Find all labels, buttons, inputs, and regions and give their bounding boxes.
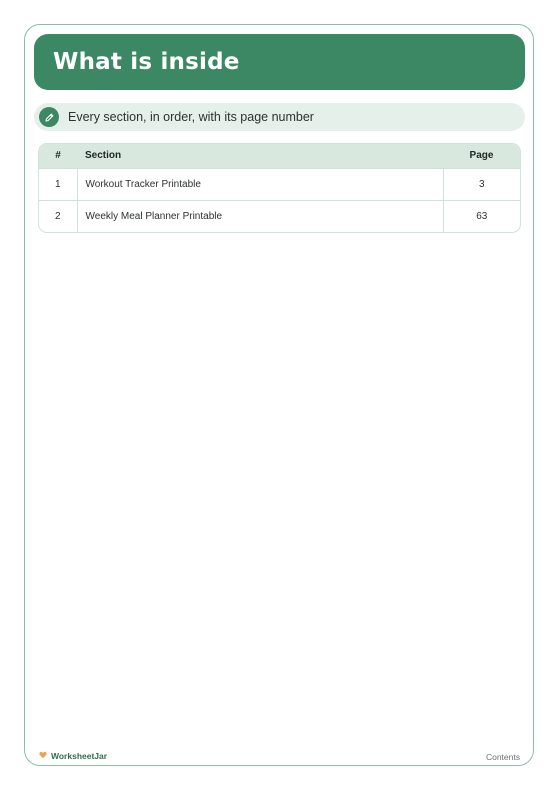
column-header-number: #: [55, 150, 61, 162]
contents-table: [38, 143, 521, 233]
footer-section-label: Contents: [485, 752, 520, 762]
heart-icon: [39, 751, 47, 761]
subtitle-bar: [34, 103, 525, 131]
row-page: 63: [443, 200, 520, 232]
row-page: 3: [443, 168, 520, 200]
brand-name: WorksheetJar: [51, 751, 108, 761]
table-row: [39, 168, 520, 200]
page-frame: [24, 24, 534, 766]
pencil-icon: [39, 107, 59, 127]
row-section: Workout Tracker Printable: [77, 168, 443, 200]
row-number: 2: [39, 200, 77, 232]
table-header-row: [39, 144, 520, 168]
column-header-section: Section: [85, 150, 122, 162]
column-header-page: Page: [469, 150, 494, 162]
row-section: Weekly Meal Planner Printable: [77, 200, 443, 232]
table-row: [39, 200, 520, 232]
row-number: 1: [39, 168, 77, 200]
subtitle-text: Every section, in order, with its page number: [68, 110, 314, 124]
footer-brand: [39, 751, 107, 761]
page-title: What is inside: [53, 49, 240, 75]
header-banner: [34, 34, 525, 90]
